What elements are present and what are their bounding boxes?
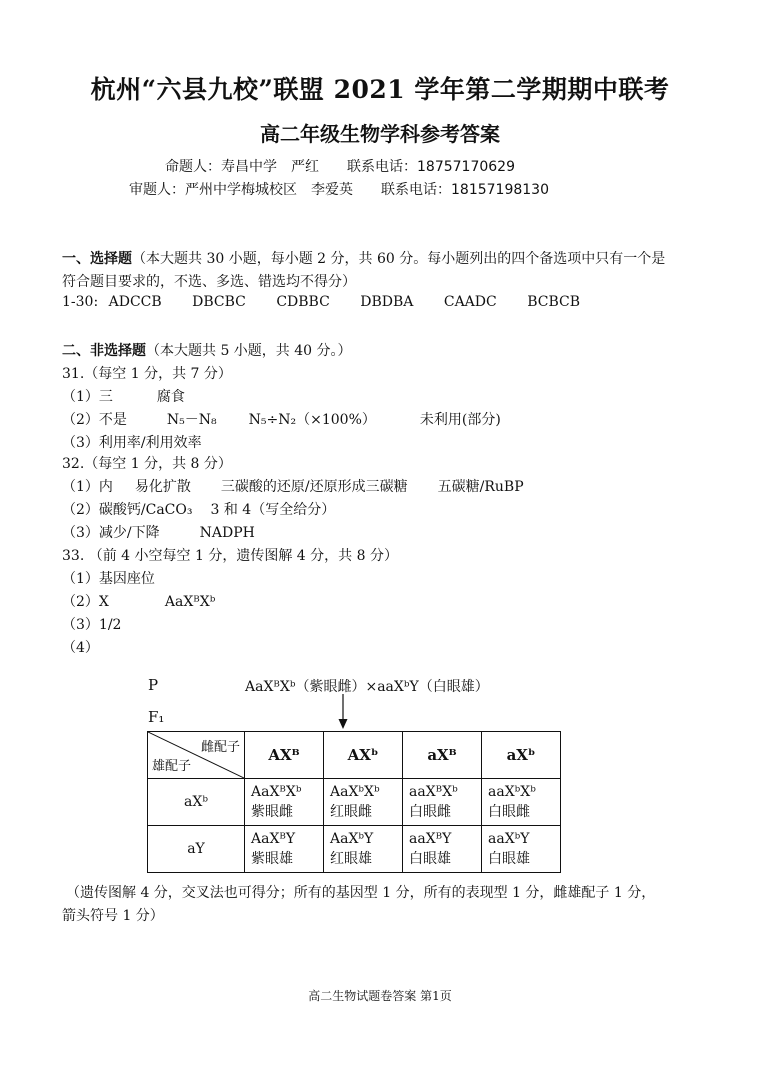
section2-heading: 二、非选择题 [62,343,146,359]
q31-line1 [62,386,185,406]
section1-desc-2: 符合题目要求的，不选、多选、错选均不得分） [62,274,356,290]
section1-desc-1: （本大题共 30 小题，每小题 2 分，共 60 分。每小题列出的四个备选项中只有一个是 [132,251,666,267]
q33-line3: （3）1/2 [62,617,122,633]
q32-2-answer-a: （2）碳酸钙/CaCO₃ [62,502,193,518]
q31-2-answer-c: N₅÷N₂（×100%） [248,412,376,428]
section1-line1 [62,248,665,268]
genotype: aaXᵇXᵇ [488,784,536,800]
male-gamete: aY [148,826,245,873]
punnett-square [147,731,561,873]
document-subtitle: 高二年级生物学科参考答案 [260,122,500,146]
phenotype: 白眼雌 [409,804,451,820]
answer-group: CDBBC [276,294,330,310]
phenotype: 红眼雄 [330,851,372,867]
female-gamete: AXᴮ [245,732,324,779]
gamete-header-row [148,732,561,779]
female-gamete: AXᵇ [324,732,403,779]
q31-line2 [62,409,501,429]
phenotype: 红眼雌 [330,804,372,820]
male-gamete-label: 雄配子 [152,759,192,774]
offspring-cell [245,779,324,826]
q33-2-answer-a: （2）X [62,594,109,610]
genotype: AaXᵇXᵇ [330,784,380,800]
offspring-cell [324,826,403,873]
parents-cross: AaXᴮXᵇ（紫眼雌）×aaXᵇY（白眼雄） [245,679,489,695]
down-arrow-icon [337,694,349,730]
offspring-row [148,779,561,826]
q33-line4: （4） [62,640,99,656]
q31-line3: （3）利用率/利用效率 [62,435,202,451]
phenotype: 白眼雄 [488,851,530,867]
female-gamete: aXᵇ [482,732,561,779]
reviewer-line: 审题人：严州中学梅城校区 李爱英 联系电话：18157198130 [129,182,549,198]
q32-line2 [62,499,335,519]
scoring-note-1: （遗传图解 4 分，交叉法也可得分；所有的基因型 1 分，所有的表现型 1 分，雌雄配子 1 分， [66,885,656,901]
q32-3-answer-b: NADPH [199,525,255,541]
q32-line3 [62,522,255,542]
q32-head: 32.（每空 1 分，共 8 分） [62,456,232,472]
q32-1-answer-c: 三碳酸的还原/还原形成三碳糖 [220,479,408,495]
female-gamete: aXᴮ [403,732,482,779]
offspring-cell [245,826,324,873]
section1-heading: 一、选择题 [62,251,132,267]
document-title: 杭州“六县九校”联盟 2021 学年第二学期期中联考 [90,75,670,104]
genotype: AaXᵇY [330,831,374,847]
answer-group: ADCCB [108,294,162,310]
q33-line1: （1）基因座位 [62,571,155,587]
q31-1-answer-a: （1）三 [62,389,113,405]
corner-cell [148,732,245,779]
page-footer: 高二生物试题卷答案 第1页 [308,989,452,1003]
answers-label: 1-30: [62,294,99,310]
q31-2-answer-a: （2）不是 [62,412,127,428]
q32-3-answer-a: （3）减少/下降 [62,525,160,541]
section2-heading-line [62,340,352,360]
phenotype: 紫眼雌 [251,804,293,820]
offspring-cell [403,826,482,873]
f1-label: F₁ [148,708,165,726]
section1-answers [62,294,580,310]
offspring-cell [482,779,561,826]
genotype: AaXᴮY [251,831,296,847]
female-gamete-label: 雌配子 [200,740,240,755]
p-label: P [148,676,159,694]
offspring-cell [403,779,482,826]
offspring-cell [482,826,561,873]
answer-group: DBDBA [360,294,414,310]
section2-desc: （本大题共 5 小题，共 40 分。） [146,343,352,359]
q32-line1 [62,476,524,496]
q32-1-answer-a: （1）内 [62,479,113,495]
genotype: aaXᴮY [409,831,452,847]
answer-group: BCBCB [527,294,580,310]
q33-head: 33. （前 4 小空每空 1 分，遗传图解 4 分，共 8 分） [62,548,398,564]
genotype: AaXᴮXᵇ [251,784,302,800]
answer-group: DBCBC [192,294,246,310]
q32-1-answer-b: 易化扩散 [134,479,191,495]
phenotype: 白眼雄 [409,851,451,867]
phenotype: 白眼雌 [488,804,530,820]
q33-2-answer-b: AaXᴮXᵇ [164,594,216,610]
q31-2-answer-b: N₅－N₈ [166,412,217,428]
offspring-cell [324,779,403,826]
q31-1-answer-b: 腐食 [156,389,185,405]
scoring-note-2: 箭头符号 1 分） [62,908,164,924]
q31-2-answer-d: 未利用(部分) [419,412,501,428]
genotype: aaXᵇY [488,831,530,847]
offspring-row [148,826,561,873]
q32-1-answer-d: 五碳糖/RuBP [437,479,524,495]
author-line: 命题人：寿昌中学 严红 联系电话：18757170629 [165,159,515,175]
q31-head: 31.（每空 1 分，共 7 分） [62,366,232,382]
answer-group: CAADC [443,294,497,310]
q33-line2 [62,591,215,611]
q32-2-answer-b: 3 和 4（写全给分） [210,502,336,518]
genotype: aaXᴮXᵇ [409,784,458,800]
male-gamete: aXᵇ [148,779,245,826]
phenotype: 紫眼雄 [251,851,293,867]
